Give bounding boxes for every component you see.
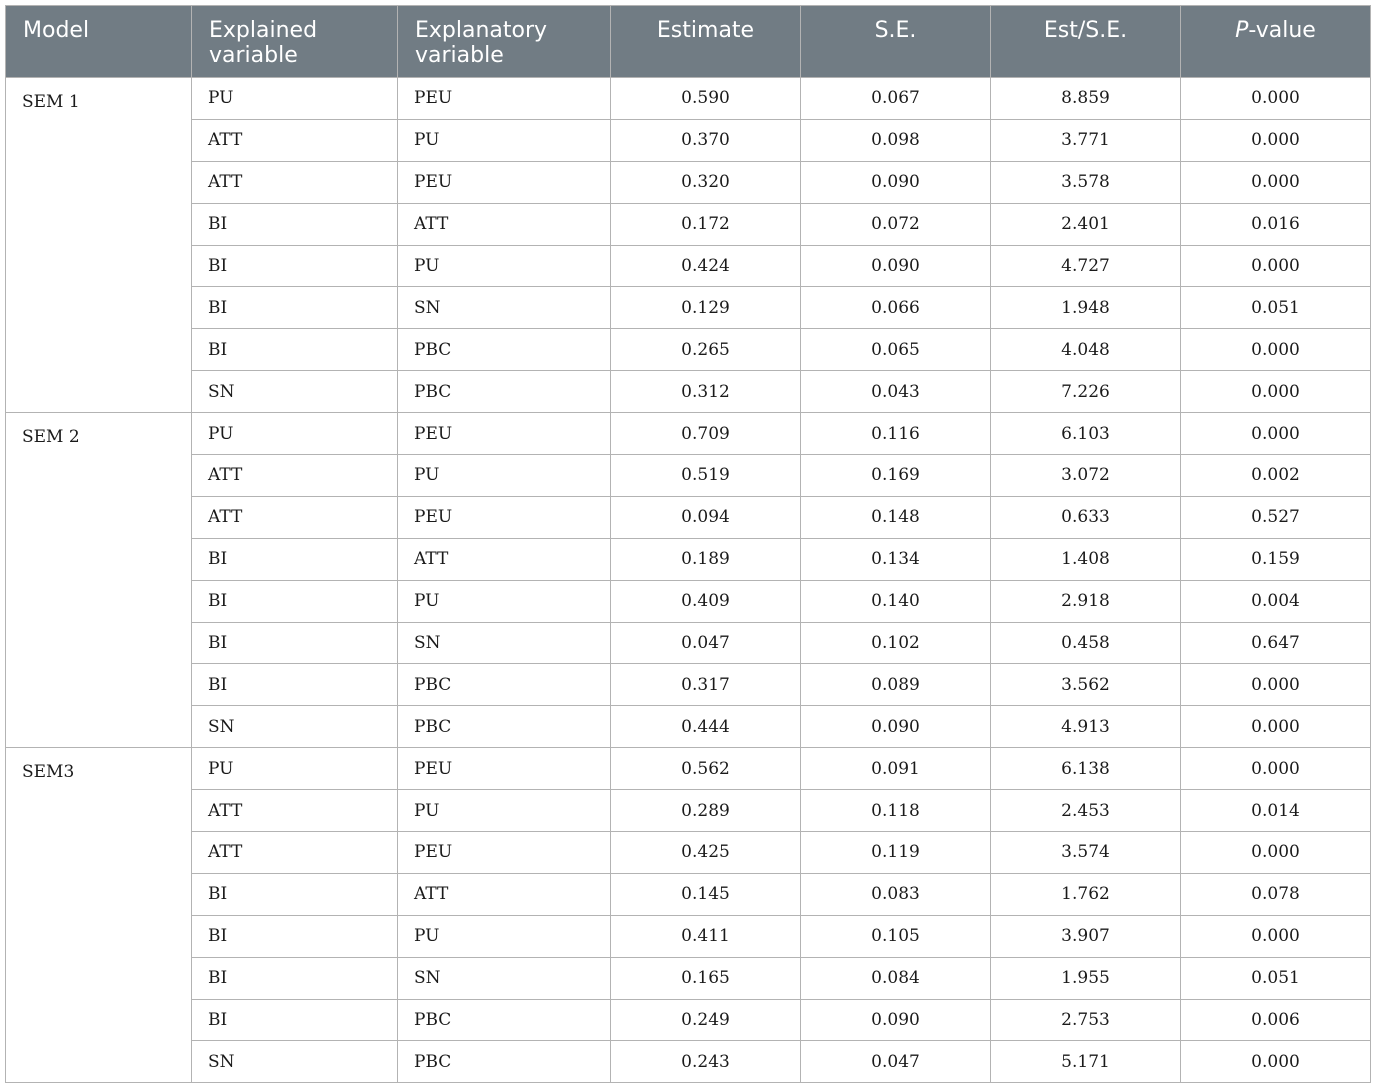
table-row: [6, 1041, 1371, 1083]
cell-explained-variable: BI: [192, 329, 398, 371]
cell-standard-error: 0.043: [801, 371, 991, 413]
table-row: [6, 580, 1371, 622]
cell-est-se-ratio: 3.907: [991, 915, 1181, 957]
cell-est-se-ratio: 7.226: [991, 371, 1181, 413]
cell-standard-error: 0.105: [801, 915, 991, 957]
cell-explained-variable: SN: [192, 371, 398, 413]
table-body: [6, 78, 1371, 1083]
cell-estimate: 0.519: [611, 455, 801, 497]
cell-standard-error: 0.098: [801, 119, 991, 161]
sem-results-table: [5, 5, 1371, 1083]
cell-explanatory-variable: PU: [398, 455, 611, 497]
cell-p-value: 0.000: [1181, 119, 1371, 161]
cell-estimate: 0.172: [611, 203, 801, 245]
cell-est-se-ratio: 1.408: [991, 538, 1181, 580]
cell-explanatory-variable: PU: [398, 580, 611, 622]
cell-explanatory-variable: PEU: [398, 78, 611, 120]
cell-p-value: 0.078: [1181, 873, 1371, 915]
cell-est-se-ratio: 5.171: [991, 1041, 1181, 1083]
cell-p-value: 0.000: [1181, 161, 1371, 203]
table-row: [6, 203, 1371, 245]
cell-estimate: 0.129: [611, 287, 801, 329]
table-row: [6, 413, 1371, 455]
table-header: [6, 6, 1371, 78]
cell-model: SEM 1: [6, 78, 192, 413]
cell-standard-error: 0.090: [801, 999, 991, 1041]
cell-explained-variable: PU: [192, 413, 398, 455]
cell-standard-error: 0.072: [801, 203, 991, 245]
cell-p-value: 0.051: [1181, 957, 1371, 999]
table-row: [6, 455, 1371, 497]
cell-est-se-ratio: 4.048: [991, 329, 1181, 371]
cell-standard-error: 0.065: [801, 329, 991, 371]
cell-explained-variable: ATT: [192, 496, 398, 538]
table-row: [6, 371, 1371, 413]
cell-est-se-ratio: 2.918: [991, 580, 1181, 622]
cell-standard-error: 0.066: [801, 287, 991, 329]
cell-explained-variable: ATT: [192, 119, 398, 161]
table-row: [6, 78, 1371, 120]
cell-model: SEM3: [6, 748, 192, 1083]
cell-standard-error: 0.090: [801, 161, 991, 203]
cell-est-se-ratio: 1.948: [991, 287, 1181, 329]
cell-explained-variable: BI: [192, 873, 398, 915]
cell-explanatory-variable: ATT: [398, 873, 611, 915]
table-row: [6, 245, 1371, 287]
cell-explained-variable: BI: [192, 664, 398, 706]
cell-explanatory-variable: PBC: [398, 329, 611, 371]
cell-standard-error: 0.119: [801, 832, 991, 874]
cell-explained-variable: BI: [192, 538, 398, 580]
cell-explained-variable: BI: [192, 287, 398, 329]
cell-p-value: 0.647: [1181, 622, 1371, 664]
cell-explained-variable: ATT: [192, 790, 398, 832]
cell-explained-variable: BI: [192, 957, 398, 999]
cell-estimate: 0.320: [611, 161, 801, 203]
cell-estimate: 0.165: [611, 957, 801, 999]
cell-estimate: 0.590: [611, 78, 801, 120]
cell-est-se-ratio: 2.453: [991, 790, 1181, 832]
cell-est-se-ratio: 3.574: [991, 832, 1181, 874]
cell-est-se-ratio: 8.859: [991, 78, 1181, 120]
header-p-suffix: -value: [1248, 18, 1316, 43]
cell-p-value: 0.000: [1181, 706, 1371, 748]
cell-explanatory-variable: PEU: [398, 161, 611, 203]
cell-p-value: 0.000: [1181, 245, 1371, 287]
cell-explanatory-variable: PU: [398, 245, 611, 287]
cell-explained-variable: ATT: [192, 161, 398, 203]
cell-explanatory-variable: SN: [398, 622, 611, 664]
cell-est-se-ratio: 3.578: [991, 161, 1181, 203]
cell-standard-error: 0.169: [801, 455, 991, 497]
cell-standard-error: 0.089: [801, 664, 991, 706]
table-row: [6, 664, 1371, 706]
table-row: [6, 538, 1371, 580]
cell-estimate: 0.047: [611, 622, 801, 664]
cell-p-value: 0.000: [1181, 78, 1371, 120]
cell-estimate: 0.709: [611, 413, 801, 455]
cell-estimate: 0.424: [611, 245, 801, 287]
table-row: [6, 329, 1371, 371]
cell-est-se-ratio: 1.762: [991, 873, 1181, 915]
cell-explained-variable: BI: [192, 622, 398, 664]
cell-estimate: 0.189: [611, 538, 801, 580]
cell-explanatory-variable: PEU: [398, 832, 611, 874]
cell-estimate: 0.249: [611, 999, 801, 1041]
header-standard-error: S.E.: [801, 6, 991, 78]
cell-p-value: 0.000: [1181, 664, 1371, 706]
cell-explanatory-variable: PEU: [398, 413, 611, 455]
header-row: [6, 6, 1371, 78]
cell-p-value: 0.006: [1181, 999, 1371, 1041]
cell-estimate: 0.312: [611, 371, 801, 413]
cell-explained-variable: PU: [192, 78, 398, 120]
cell-estimate: 0.289: [611, 790, 801, 832]
cell-standard-error: 0.090: [801, 245, 991, 287]
cell-est-se-ratio: 4.727: [991, 245, 1181, 287]
header-explained-variable: Explained variable: [192, 6, 398, 78]
cell-explanatory-variable: PEU: [398, 748, 611, 790]
cell-est-se-ratio: 3.562: [991, 664, 1181, 706]
cell-est-se-ratio: 1.955: [991, 957, 1181, 999]
table-row: [6, 496, 1371, 538]
table-row: [6, 287, 1371, 329]
cell-explained-variable: BI: [192, 580, 398, 622]
cell-explanatory-variable: PU: [398, 790, 611, 832]
cell-p-value: 0.000: [1181, 413, 1371, 455]
cell-est-se-ratio: 2.401: [991, 203, 1181, 245]
cell-explained-variable: SN: [192, 1041, 398, 1083]
cell-p-value: 0.000: [1181, 748, 1371, 790]
cell-estimate: 0.265: [611, 329, 801, 371]
cell-estimate: 0.425: [611, 832, 801, 874]
header-est-se-ratio: Est/S.E.: [991, 6, 1181, 78]
cell-p-value: 0.000: [1181, 371, 1371, 413]
cell-standard-error: 0.084: [801, 957, 991, 999]
cell-p-value: 0.000: [1181, 915, 1371, 957]
cell-estimate: 0.094: [611, 496, 801, 538]
cell-p-value: 0.159: [1181, 538, 1371, 580]
cell-explanatory-variable: PBC: [398, 371, 611, 413]
cell-explanatory-variable: SN: [398, 287, 611, 329]
table-row: [6, 748, 1371, 790]
cell-explanatory-variable: ATT: [398, 203, 611, 245]
cell-est-se-ratio: 6.103: [991, 413, 1181, 455]
cell-model: SEM 2: [6, 413, 192, 748]
cell-standard-error: 0.047: [801, 1041, 991, 1083]
table-row: [6, 790, 1371, 832]
cell-est-se-ratio: 0.458: [991, 622, 1181, 664]
cell-est-se-ratio: 3.771: [991, 119, 1181, 161]
cell-explained-variable: BI: [192, 915, 398, 957]
cell-estimate: 0.370: [611, 119, 801, 161]
cell-estimate: 0.409: [611, 580, 801, 622]
cell-standard-error: 0.067: [801, 78, 991, 120]
cell-standard-error: 0.148: [801, 496, 991, 538]
table-row: [6, 706, 1371, 748]
header-explanatory-variable: Explanatory variable: [398, 6, 611, 78]
cell-p-value: 0.014: [1181, 790, 1371, 832]
cell-p-value: 0.051: [1181, 287, 1371, 329]
table-row: [6, 873, 1371, 915]
table-row: [6, 957, 1371, 999]
cell-estimate: 0.145: [611, 873, 801, 915]
cell-standard-error: 0.134: [801, 538, 991, 580]
table-row: [6, 915, 1371, 957]
cell-p-value: 0.002: [1181, 455, 1371, 497]
cell-p-value: 0.527: [1181, 496, 1371, 538]
cell-estimate: 0.562: [611, 748, 801, 790]
cell-explanatory-variable: PU: [398, 915, 611, 957]
cell-explanatory-variable: PBC: [398, 664, 611, 706]
cell-explanatory-variable: PBC: [398, 1041, 611, 1083]
cell-est-se-ratio: 4.913: [991, 706, 1181, 748]
cell-explained-variable: BI: [192, 999, 398, 1041]
cell-explanatory-variable: PBC: [398, 999, 611, 1041]
cell-standard-error: 0.102: [801, 622, 991, 664]
cell-explained-variable: PU: [192, 748, 398, 790]
cell-standard-error: 0.116: [801, 413, 991, 455]
cell-estimate: 0.411: [611, 915, 801, 957]
header-model: Model: [6, 6, 192, 78]
cell-explained-variable: BI: [192, 203, 398, 245]
cell-est-se-ratio: 0.633: [991, 496, 1181, 538]
table-row: [6, 119, 1371, 161]
cell-estimate: 0.243: [611, 1041, 801, 1083]
header-p-value: [1181, 6, 1371, 78]
cell-explained-variable: BI: [192, 245, 398, 287]
header-estimate: Estimate: [611, 6, 801, 78]
cell-estimate: 0.317: [611, 664, 801, 706]
cell-est-se-ratio: 2.753: [991, 999, 1181, 1041]
cell-standard-error: 0.083: [801, 873, 991, 915]
cell-explanatory-variable: SN: [398, 957, 611, 999]
cell-p-value: 0.000: [1181, 1041, 1371, 1083]
cell-explanatory-variable: PU: [398, 119, 611, 161]
cell-standard-error: 0.118: [801, 790, 991, 832]
cell-est-se-ratio: 3.072: [991, 455, 1181, 497]
cell-explanatory-variable: PEU: [398, 496, 611, 538]
cell-explained-variable: ATT: [192, 455, 398, 497]
table-row: [6, 999, 1371, 1041]
cell-est-se-ratio: 6.138: [991, 748, 1181, 790]
cell-explanatory-variable: PBC: [398, 706, 611, 748]
cell-estimate: 0.444: [611, 706, 801, 748]
cell-p-value: 0.016: [1181, 203, 1371, 245]
cell-standard-error: 0.140: [801, 580, 991, 622]
table-row: [6, 622, 1371, 664]
cell-p-value: 0.000: [1181, 832, 1371, 874]
cell-explained-variable: ATT: [192, 832, 398, 874]
cell-standard-error: 0.091: [801, 748, 991, 790]
cell-explanatory-variable: ATT: [398, 538, 611, 580]
cell-standard-error: 0.090: [801, 706, 991, 748]
table-row: [6, 161, 1371, 203]
header-p-letter: P: [1235, 18, 1249, 43]
cell-p-value: 0.004: [1181, 580, 1371, 622]
cell-p-value: 0.000: [1181, 329, 1371, 371]
cell-explained-variable: SN: [192, 706, 398, 748]
table-row: [6, 832, 1371, 874]
